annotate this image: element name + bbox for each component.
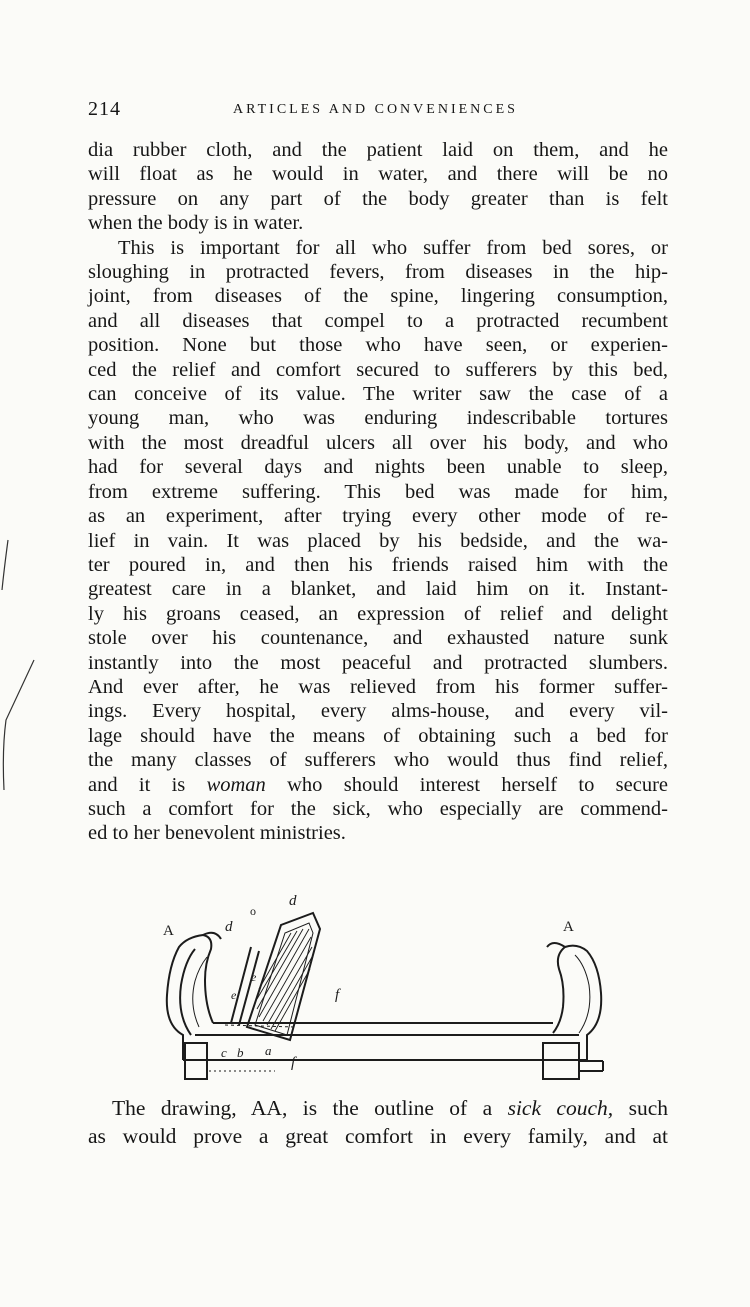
text-fragment: and it is (88, 773, 207, 796)
page-header (88, 98, 648, 124)
text-line: when the body is in water. (88, 212, 304, 235)
emphasized-word: woman (206, 773, 266, 796)
sick-couch-illustration (155, 885, 615, 1080)
label-f-bottom: f (291, 1055, 296, 1071)
text-line: ly his groans ceased, an expression of relief and delight (88, 602, 668, 625)
text-line: as an experiment, after trying every other mode of re- (88, 505, 668, 528)
running-head: ARTICLES AND CONVENIENCES (233, 102, 518, 117)
label-b: b (237, 1045, 244, 1060)
text-line: ter poured in, and then his friends raised him with the (88, 553, 668, 576)
label-e-upper: e (251, 970, 257, 984)
text-fragment: such (613, 1096, 668, 1120)
caption-line: as would prove a great comfort in every family, and at (88, 1124, 668, 1148)
label-c: c (221, 1045, 227, 1060)
label-d-left: d (225, 919, 233, 935)
text-line: position. None but those who have seen, or experien- (88, 334, 668, 357)
text-line: And ever after, he was relieved from his former suffer- (88, 675, 668, 698)
text-line: ced the relief and comfort secured to sufferers by this bed, (88, 358, 668, 381)
text-line: ings. Every hospital, every alms-house, and every vil- (88, 700, 668, 723)
body-text (88, 138, 668, 846)
caption-line (88, 1094, 668, 1122)
label-o: o (250, 904, 256, 918)
emphasized-phrase: sick couch, (507, 1096, 614, 1120)
text-line: such a comfort for the sick, who especially are commend- (88, 797, 668, 820)
text-line: lief in vain. It was placed by his bedside, and the wa- (88, 529, 668, 552)
text-line: sloughing in protracted fevers, from diseases in the hip- (88, 261, 668, 284)
label-A-right: A (563, 919, 574, 935)
label-A-left: A (163, 923, 174, 939)
text-line: had for several days and nights been unable to sleep, (88, 456, 668, 479)
text-line: can conceive of its value. The writer saw the case of a (88, 383, 668, 406)
text-line: This is important for all who suffer from bed sores, or (118, 236, 668, 259)
text-line: joint, from diseases of the spine, lingering consumption, (88, 285, 668, 308)
text-line: lage should have the means of obtaining such a bed for (88, 724, 668, 747)
text-line: will float as he would in water, and there will be no (88, 163, 668, 186)
text-fragment: The drawing, AA, is the outline of a (112, 1096, 508, 1120)
text-line: greatest care in a blanket, and laid him on it. Instant- (88, 578, 668, 601)
label-e-lower: e (231, 988, 237, 1002)
text-line: stole over his countenance, and exhausted nature sunk (88, 627, 668, 650)
text-line-emphasis (88, 773, 668, 797)
label-f-right: f (335, 987, 340, 1003)
page-number: 214 (88, 98, 121, 120)
text-line: dia rubber cloth, and the patient laid on them, and he (88, 139, 668, 161)
text-line: with the most dreadful ulcers all over his body, and who (88, 431, 668, 454)
caption-text (88, 1094, 668, 1150)
label-a: a (265, 1043, 272, 1058)
text-fragment: who should interest herself to secure (265, 773, 669, 796)
text-line: the many classes of sufferers who would thus find relief, (88, 749, 668, 772)
label-d-top: d (289, 893, 297, 909)
text-line: instantly into the most peaceful and protracted slumbers. (88, 651, 668, 674)
text-line: and all diseases that compel to a protracted recumbent (88, 309, 668, 332)
text-line: young man, who was enduring indescribable tortures (88, 407, 668, 430)
text-line: pressure on any part of the body greater than is felt (88, 187, 668, 210)
text-line: ed to her benevolent ministries. (88, 822, 346, 845)
text-line: from extreme suffering. This bed was made for him, (88, 480, 668, 503)
margin-pencil-marks (0, 520, 40, 820)
